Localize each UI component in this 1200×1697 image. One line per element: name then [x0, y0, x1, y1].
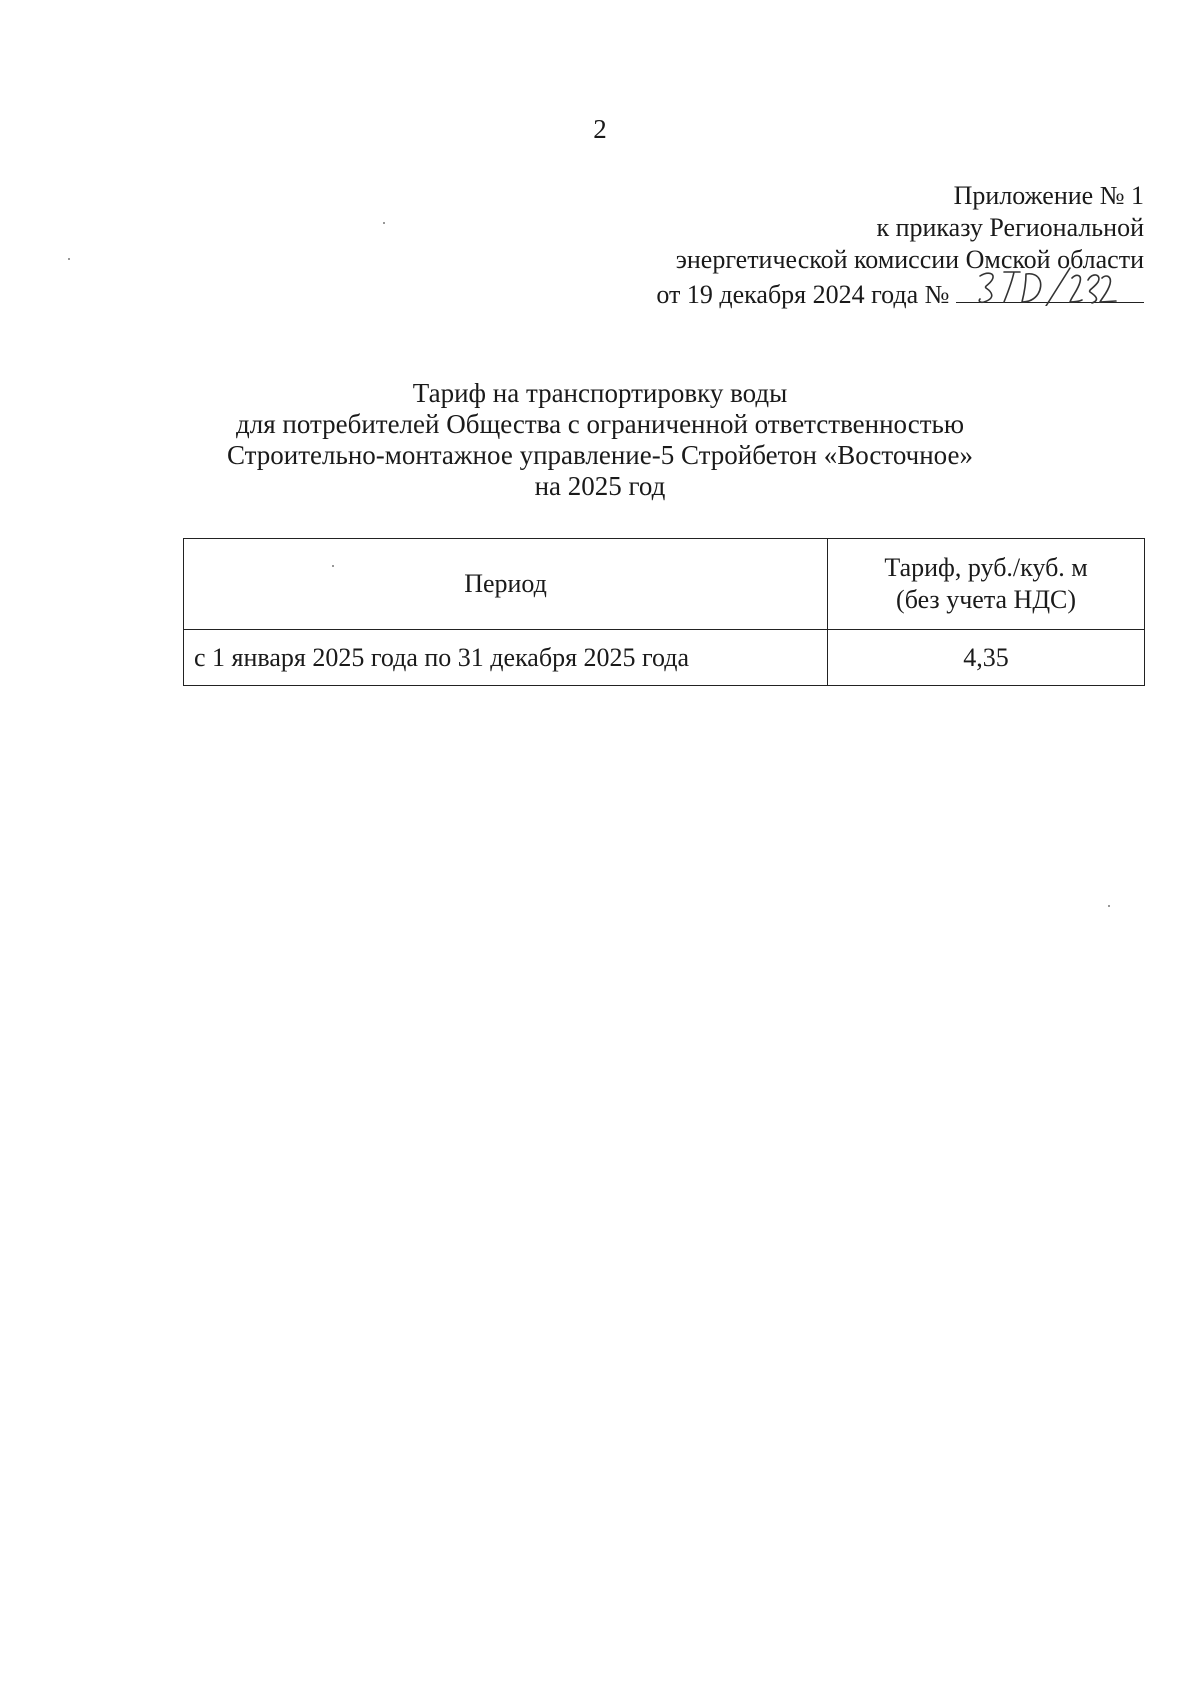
header-period: Период [184, 539, 828, 630]
page-number: 2 [593, 114, 607, 144]
header-tariff-line-2: (без учета НДС) [896, 585, 1077, 614]
table-header-row [184, 539, 1145, 630]
appendix-line-3: энергетической комиссии Омской области [675, 245, 1144, 274]
title-line-2: для потребителей Общества с ограниченной ответственностью [236, 409, 964, 439]
document-title [0, 378, 1200, 502]
appendix-line-2: к приказу Региональной [876, 213, 1144, 242]
header-tariff-line-1: Тариф, руб./куб. м [884, 553, 1088, 582]
title-line-3: Строительно-монтажное управление-5 Стройбетон «Восточное» [227, 440, 973, 470]
scan-speck [383, 222, 385, 224]
table-row [184, 630, 1145, 686]
title-line-4: на 2025 год [534, 471, 666, 501]
tariff-table [183, 538, 1145, 686]
scan-speck [332, 565, 334, 567]
title-line-1: Тариф на транспортировку воды [412, 378, 788, 408]
header-tariff [828, 539, 1145, 630]
appendix-line-1: Приложение № 1 [953, 181, 1144, 210]
handwritten-order-number-signature [974, 266, 1124, 306]
cell-period: с 1 января 2025 года по 31 декабря 2025 года [184, 630, 828, 686]
appendix-block [656, 180, 1144, 311]
cell-tariff: 4,35 [828, 630, 1145, 686]
appendix-line-4 [656, 276, 1144, 311]
order-number-field [956, 276, 1144, 303]
order-date-prefix: от 19 декабря 2024 года № [656, 280, 950, 309]
scan-speck [68, 258, 70, 260]
scan-speck [1108, 905, 1110, 907]
